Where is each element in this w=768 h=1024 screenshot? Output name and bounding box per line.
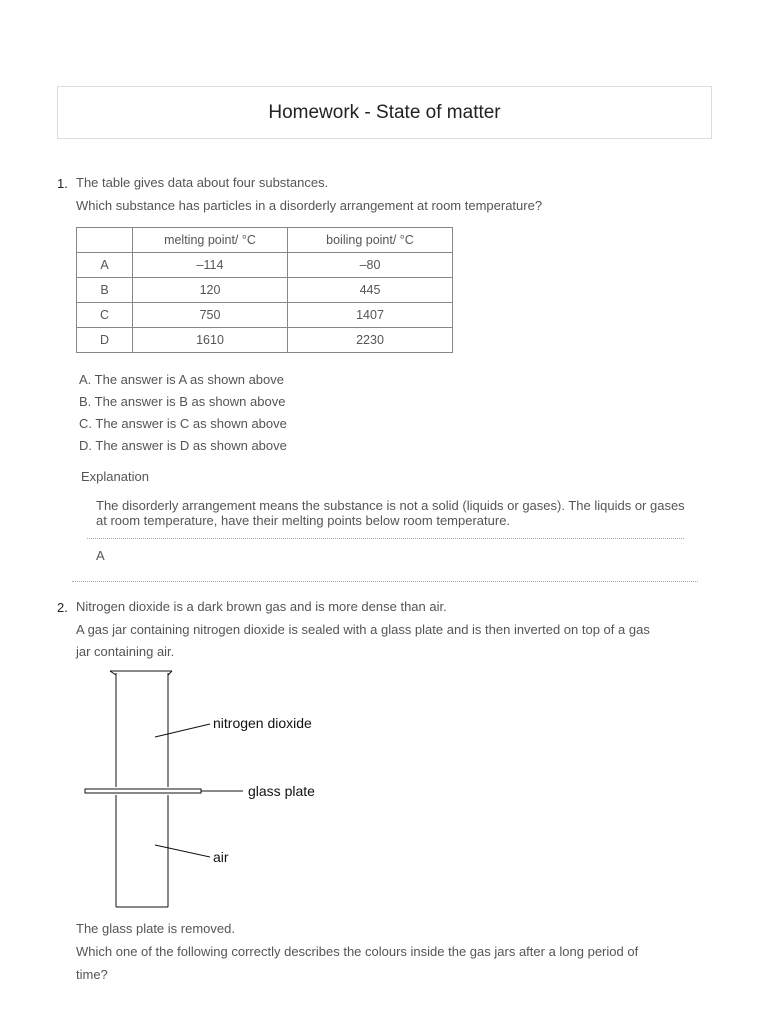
table-cell: D	[77, 328, 133, 353]
answer-option-a[interactable]: A. The answer is A as shown above	[79, 372, 284, 387]
table-row	[77, 278, 453, 303]
table-row	[77, 253, 453, 278]
question-text: The glass plate is removed.	[76, 921, 235, 936]
diagram-label-nitrogen-dioxide: nitrogen dioxide	[213, 715, 312, 731]
table-cell: 445	[288, 278, 453, 303]
table-cell: 1407	[288, 303, 453, 328]
table-header-row	[77, 228, 453, 253]
explanation-label: Explanation	[81, 469, 149, 484]
page-title: Homework - State of matter	[268, 101, 501, 123]
leader-line	[155, 845, 210, 857]
table-header-cell: melting point/ °C	[133, 228, 288, 253]
substance-table	[76, 227, 453, 353]
table-cell: 120	[133, 278, 288, 303]
diagram-label-air: air	[213, 849, 229, 865]
table-cell: –114	[133, 253, 288, 278]
question-text: A gas jar containing nitrogen dioxide is sealed with a glass plate and is then inverted on top of a gas	[76, 622, 650, 637]
question-text: Which substance has particles in a disorderly arrangement at room temperature?	[76, 198, 543, 213]
table-cell: C	[77, 303, 133, 328]
table-cell: A	[77, 253, 133, 278]
explanation-text: The disorderly arrangement means the substance is not a solid (liquids or gases). The liquids or gases at room temperature, have their melting points below room temperature.	[96, 498, 685, 528]
divider	[72, 581, 698, 582]
table-row	[77, 303, 453, 328]
table-cell: 1610	[133, 328, 288, 353]
divider	[87, 538, 684, 539]
table-header-cell: boiling point/ °C	[288, 228, 453, 253]
answer-option-d[interactable]: D. The answer is D as shown above	[79, 438, 287, 453]
title-box	[57, 86, 712, 139]
question-number: 2.	[57, 600, 68, 615]
question-text: Which one of the following correctly describes the colours inside the gas jars after a long period of	[76, 944, 639, 959]
question-text: time?	[76, 967, 108, 982]
answer-option-b[interactable]: B. The answer is B as shown above	[79, 394, 286, 409]
diagram-label-glass-plate: glass plate	[248, 783, 315, 799]
table-cell: B	[77, 278, 133, 303]
table-cell: 750	[133, 303, 288, 328]
answer-option-c[interactable]: C. The answer is C as shown above	[79, 416, 287, 431]
table-cell: –80	[288, 253, 453, 278]
leader-line	[155, 724, 210, 737]
question-number: 1.	[57, 176, 68, 191]
question-text: Nitrogen dioxide is a dark brown gas and is more dense than air.	[76, 599, 447, 614]
question-text: jar containing air.	[76, 644, 175, 659]
table-cell: 2230	[288, 328, 453, 353]
explanation-answer: A	[96, 548, 105, 563]
table-header-cell	[77, 228, 133, 253]
glass-plate	[85, 789, 201, 793]
question-text: The table gives data about four substances.	[76, 175, 329, 190]
table-row	[77, 328, 453, 353]
gas-jar-diagram	[80, 667, 340, 912]
